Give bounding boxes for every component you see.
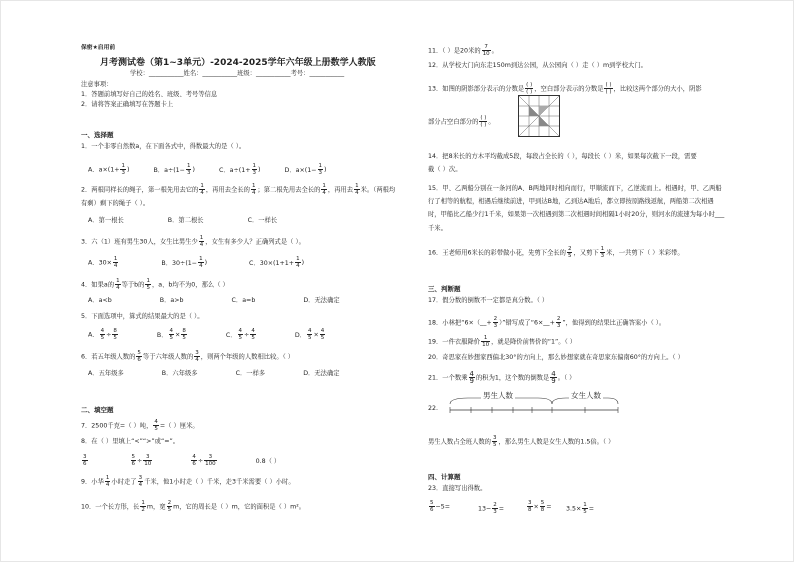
secret-label: 保密★启用前 bbox=[81, 45, 116, 51]
note-1: 1．答题前填写好自己的姓名、班级、考号等信息 bbox=[81, 91, 218, 98]
q13-text: 13．如图的阴影部分表示的分数是 $\frac{( )}{( )}$ ，空白部分表示的分数是 $\frac{( )}{( )}$ ，比较这两个部分的大小，阴影 bbox=[428, 82, 702, 95]
q14-text-cont: 截（ ）次。 bbox=[428, 166, 462, 173]
q1-text: 1．一个非零自然数a，在下面各式中，得数最大的是（ ）。 bbox=[81, 143, 246, 150]
q15-text-4: 千米。 bbox=[428, 225, 447, 232]
q17-text: 17．假分数的倒数不一定都是真分数。（ ） bbox=[428, 297, 549, 304]
notes-title: 注意事项： bbox=[81, 81, 113, 88]
q22-label: 22. bbox=[428, 405, 439, 412]
page-title: 月考测试卷（第1~3单元）-2024-2025学年六年级上册数学人教版 bbox=[100, 58, 376, 68]
q15-text-1: 15．甲、乙两船分别在一条河的A、B两地同时相向而行，甲顺流而下，乙逆流而上。相遇时，甲、乙两船 bbox=[428, 185, 722, 192]
section-choice-title: 一、选择题 bbox=[81, 131, 114, 139]
q12-text: 12．从学校大门向东走150m到达公园，从公园向（ ）走（ ）m到学校大门。 bbox=[428, 62, 647, 69]
q3-options: A．30× $\frac{1}{4}$ B．30÷(1− $\frac{1}{4}$ ) C．30×(1+1+ $\frac{1}{4}$ ) bbox=[88, 256, 305, 269]
q14-text: 14．把8米长的方木平均截成5段，每段占全长的（ ），每段长（ ）米，如果每次截下一段，需要 bbox=[428, 153, 697, 160]
q23-text: 23．直接写出得数。 bbox=[428, 485, 487, 492]
q9-text: 9．小华 $\frac{1}{4}$ 小时走了 $\frac{3}{4}$ 千米，他1小时走（ ）千米，走3千米需要（ ）小时。 bbox=[81, 475, 295, 488]
q3-text: 3．六（1）班有男生30人，女生比男生少 $\frac{1}{4}$ ，女生有多少人？正确列式是（ ）。 bbox=[81, 235, 305, 248]
q15-text-3: 时，甲船比乙船少行1千米，如果第一次相遇到第二次相遇时间相隔1小时20分，则河水的流速为每小时___ bbox=[428, 211, 725, 218]
calc-item-3: $\frac{3}{8}$ × $\frac{5}{8}$ = bbox=[528, 500, 552, 513]
q13-text-cont: 部分占空白部分的 $\frac{( )}{( )}$ 。 bbox=[428, 115, 495, 128]
q20-text: 20．奇思家在妙想家西偏北30°的方向上，那么妙想家就在奇思家东偏南60°的方向上。（ ） bbox=[428, 354, 684, 361]
q8-text: 8．在（ ）里填上“<”“>”或“=”。 bbox=[81, 438, 180, 445]
calc-item-4: 3.5× $\frac{1}{5}$ = bbox=[566, 502, 595, 515]
q21-text: 21．一个数乘 $\frac{4}{9}$ 的积为1，这个数的倒数是 $\frac{4}{9}$ 。（ ） bbox=[428, 370, 576, 385]
boys-count-label: 男生人数 bbox=[483, 391, 513, 400]
q22-text: 男生人数占全班人数的 $\frac{3}{5}$ ，那么男生人数是女生人数的1.5倍。（ ） bbox=[428, 435, 615, 448]
shaded-grid-figure bbox=[518, 95, 560, 137]
section-calc-title: 四、计算题 bbox=[428, 473, 461, 481]
q4-options: A．a<b B．a>b C．a=b D．无法确定 bbox=[88, 297, 340, 304]
q15-text-2: 行了相等的航程，相遇后继续前进，甲到达B地，乙到达A地后，都立即按原路线返航，两船第二次相遇 bbox=[428, 198, 714, 205]
calc-item-1: $\frac{5}{6}$ −5= bbox=[430, 500, 451, 513]
q7-text: 7．2500千克=（ ）吨， $\frac{4}{5}$ =（ ）厘米。 bbox=[81, 419, 199, 432]
q11-text: 11．（ ）是20米的 $\frac{7}{10}$ 。 bbox=[428, 44, 498, 57]
section-judge-title: 三、判断题 bbox=[428, 285, 461, 293]
section-fill-title: 二、填空题 bbox=[81, 406, 114, 414]
q5-text: 5．下面选项中，算式的结果最大的是（ ）。 bbox=[81, 313, 204, 320]
q6-text: 6．若五年级人数的 $\frac{5}{6}$ 等于六年级人数的 $\frac{3}{4}$ ，则两个年级的人数相比较。（ ） bbox=[81, 350, 295, 363]
q1-options: A．a×(1+ $\frac{1}{3}$ ) B．a÷(1− $\frac{1}{3}$ ) C．a÷(1+ $\frac{1}{3}$ ) D．a×(1− $\frac{1}{3}$ ) bbox=[88, 163, 327, 176]
student-info-line[interactable]: 学校：___________姓名：___________班级：___________考号：___________ bbox=[130, 70, 345, 77]
q18-text: 18．小林把“6×（__+ $\frac{2}{3}$ ）”错写成了“6×__+ $\frac{2}{3}$ ”，他得到的结果比正确答案小（ ）。 bbox=[428, 316, 666, 329]
note-2: 2．请将答案正确填写在答题卡上 bbox=[81, 101, 174, 108]
q2-text-cont: 有剩）剩下的绳子（ ）。 bbox=[81, 200, 150, 207]
q5-options: A． $\frac{4}{5}$ ÷ $\frac{8}{5}$ B． $\frac{4}{5}$ × $\frac{8}{5}$ C． $\frac{4}{5}$ ÷ $\frac{4}{5}$ D． $\frac{4}{5}$ × $\frac{4}{5}$ bbox=[88, 328, 325, 341]
girls-count-label: 女生人数 bbox=[571, 391, 601, 400]
q19-text: 19．一件衣服降价 $\frac{1}{10}$ ，就是降价前售价的“1”。（ ） bbox=[428, 335, 577, 348]
q4-text: 4．如果a的 $\frac{1}{4}$ 等于b的 $\frac{1}{5}$ ，a、b均不为0，那么（ ） bbox=[81, 278, 229, 291]
calc-item-2: 13− $\frac{2}{3}$ = bbox=[478, 502, 505, 515]
q2-text: 2．两根同样长的绳子，第一根先用去它的 $\frac{1}{4}$ ，再用去全长的 $\frac{1}{4}$ ；第二根先用去全长的 $\frac{1}{4}$ ，再用去 $\frac{1}{4}$ 米。（两根均 bbox=[81, 183, 396, 196]
q8-items: $\frac{3}{6}$ $\frac{5}{6}$ ÷ $\frac{3}{10}$ $\frac{4}{6}$ ÷ $\frac{3}{100}$ 0.8（ ） bbox=[83, 454, 281, 467]
q10-text: 10．一个长方形，长 $\frac{1}{2}$ m，宽 $\frac{2}{5}$ m，它的周长是（ ）m，它的面积是（ ）m²。 bbox=[81, 500, 306, 513]
q16-text: 16．王老师用6米长的彩带做小花，先剪下全长的 $\frac{2}{5}$ ，又剪下 $\frac{1}{3}$ 米，一共剪下（ ）米彩带。 bbox=[428, 246, 684, 259]
q6-options: A．五年级多 B．六年级多 C．一样多 D．无法确定 bbox=[88, 370, 340, 377]
q2-options: A．第一根长 B．第二根长 C．一样长 bbox=[88, 217, 278, 224]
